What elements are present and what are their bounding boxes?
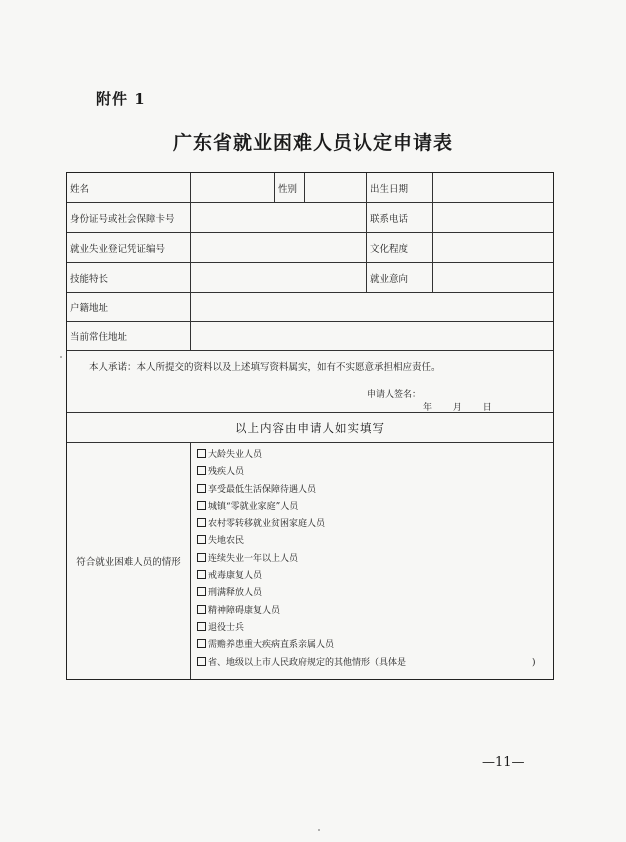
household-address-input[interactable]	[191, 293, 553, 321]
category-item[interactable]: 戒毒康复人员	[197, 568, 547, 585]
category-item[interactable]: 城镇“零就业家庭”人员	[197, 499, 547, 516]
education-label: 文化程度	[367, 233, 433, 262]
residence-address-input[interactable]	[191, 322, 553, 350]
checkbox-icon[interactable]	[197, 449, 206, 458]
signature-label[interactable]: 申请人签名：	[367, 390, 422, 400]
category-item[interactable]: 需赡养患重大疾病直系亲属人员	[197, 637, 547, 654]
category-item[interactable]: 残疾人员	[197, 464, 547, 481]
closing-paren: )	[532, 657, 536, 668]
checkbox-icon[interactable]	[197, 622, 206, 631]
checkbox-icon[interactable]	[197, 553, 206, 562]
phone-input[interactable]	[433, 203, 553, 232]
checkbox-icon[interactable]	[197, 639, 206, 648]
category-item[interactable]: 精神障碍康复人员	[197, 603, 547, 620]
checkbox-icon[interactable]	[197, 657, 206, 666]
scan-speck	[60, 356, 62, 358]
job-intent-input[interactable]	[433, 263, 553, 292]
form-row-residence	[67, 322, 553, 351]
skills-input[interactable]	[191, 263, 367, 292]
category-item[interactable]: 刑满释放人员	[197, 585, 547, 602]
checkbox-icon[interactable]	[197, 587, 206, 596]
checkbox-icon[interactable]	[197, 518, 206, 527]
household-address-label: 户籍地址	[67, 293, 191, 321]
id-card-input[interactable]	[191, 203, 367, 232]
skills-label: 技能特长	[67, 263, 191, 292]
date-label: 年 月 日	[423, 403, 492, 413]
category-item[interactable]: 省、地级以上市人民政府规定的其他情形（具体是 )	[197, 655, 547, 672]
form-row-id	[67, 203, 553, 233]
unemployment-reg-label: 就业失业登记凭证编号	[67, 233, 191, 262]
category-item[interactable]: 农村零转移就业贫困家庭人员	[197, 516, 547, 533]
birth-date-input[interactable]	[433, 173, 553, 202]
form-row-household	[67, 293, 553, 322]
category-item[interactable]: 退役士兵	[197, 620, 547, 637]
category-item[interactable]: 失地农民	[197, 533, 547, 550]
pledge-text: 本人承诺：本人所提交的资料以及上述填写资料属实，如有不实愿意承担相应责任。	[89, 362, 441, 373]
birth-date-label: 出生日期	[367, 173, 433, 202]
education-input[interactable]	[433, 233, 553, 262]
categories-label: 符合就业困难人员的情形	[67, 443, 191, 679]
checkbox-icon[interactable]	[197, 605, 206, 614]
application-form	[66, 172, 554, 680]
gender-input[interactable]	[305, 173, 367, 202]
category-item[interactable]: 大龄失业人员	[197, 447, 547, 464]
checkbox-icon[interactable]	[197, 466, 206, 475]
checkbox-icon[interactable]	[197, 501, 206, 510]
form-title: 广东省就业困难人员认定申请表	[172, 132, 453, 154]
name-label: 姓名	[67, 173, 191, 202]
scan-speck	[318, 829, 320, 831]
checkbox-icon[interactable]	[197, 484, 206, 493]
attachment-label: 附件 1	[96, 90, 146, 108]
form-row-categories	[67, 443, 553, 679]
id-card-label: 身份证号或社会保障卡号	[67, 203, 191, 232]
form-row-name	[67, 173, 553, 203]
gender-label: 性别	[275, 173, 305, 202]
fill-note: 以上内容由申请人如实填写	[67, 413, 553, 443]
checkbox-icon[interactable]	[197, 570, 206, 579]
form-row-registration	[67, 233, 553, 263]
page-number: —11—	[482, 755, 525, 770]
form-row-skills	[67, 263, 553, 293]
unemployment-reg-input[interactable]	[191, 233, 367, 262]
categories-list	[191, 443, 553, 679]
category-item[interactable]: 享受最低生活保障待遇人员	[197, 482, 547, 499]
phone-label: 联系电话	[367, 203, 433, 232]
category-item[interactable]: 连续失业一年以上人员	[197, 551, 547, 568]
name-input[interactable]	[191, 173, 275, 202]
checkbox-icon[interactable]	[197, 535, 206, 544]
residence-address-label: 当前常住地址	[67, 322, 191, 350]
pledge-section	[67, 351, 553, 413]
job-intent-label: 就业意向	[367, 263, 433, 292]
